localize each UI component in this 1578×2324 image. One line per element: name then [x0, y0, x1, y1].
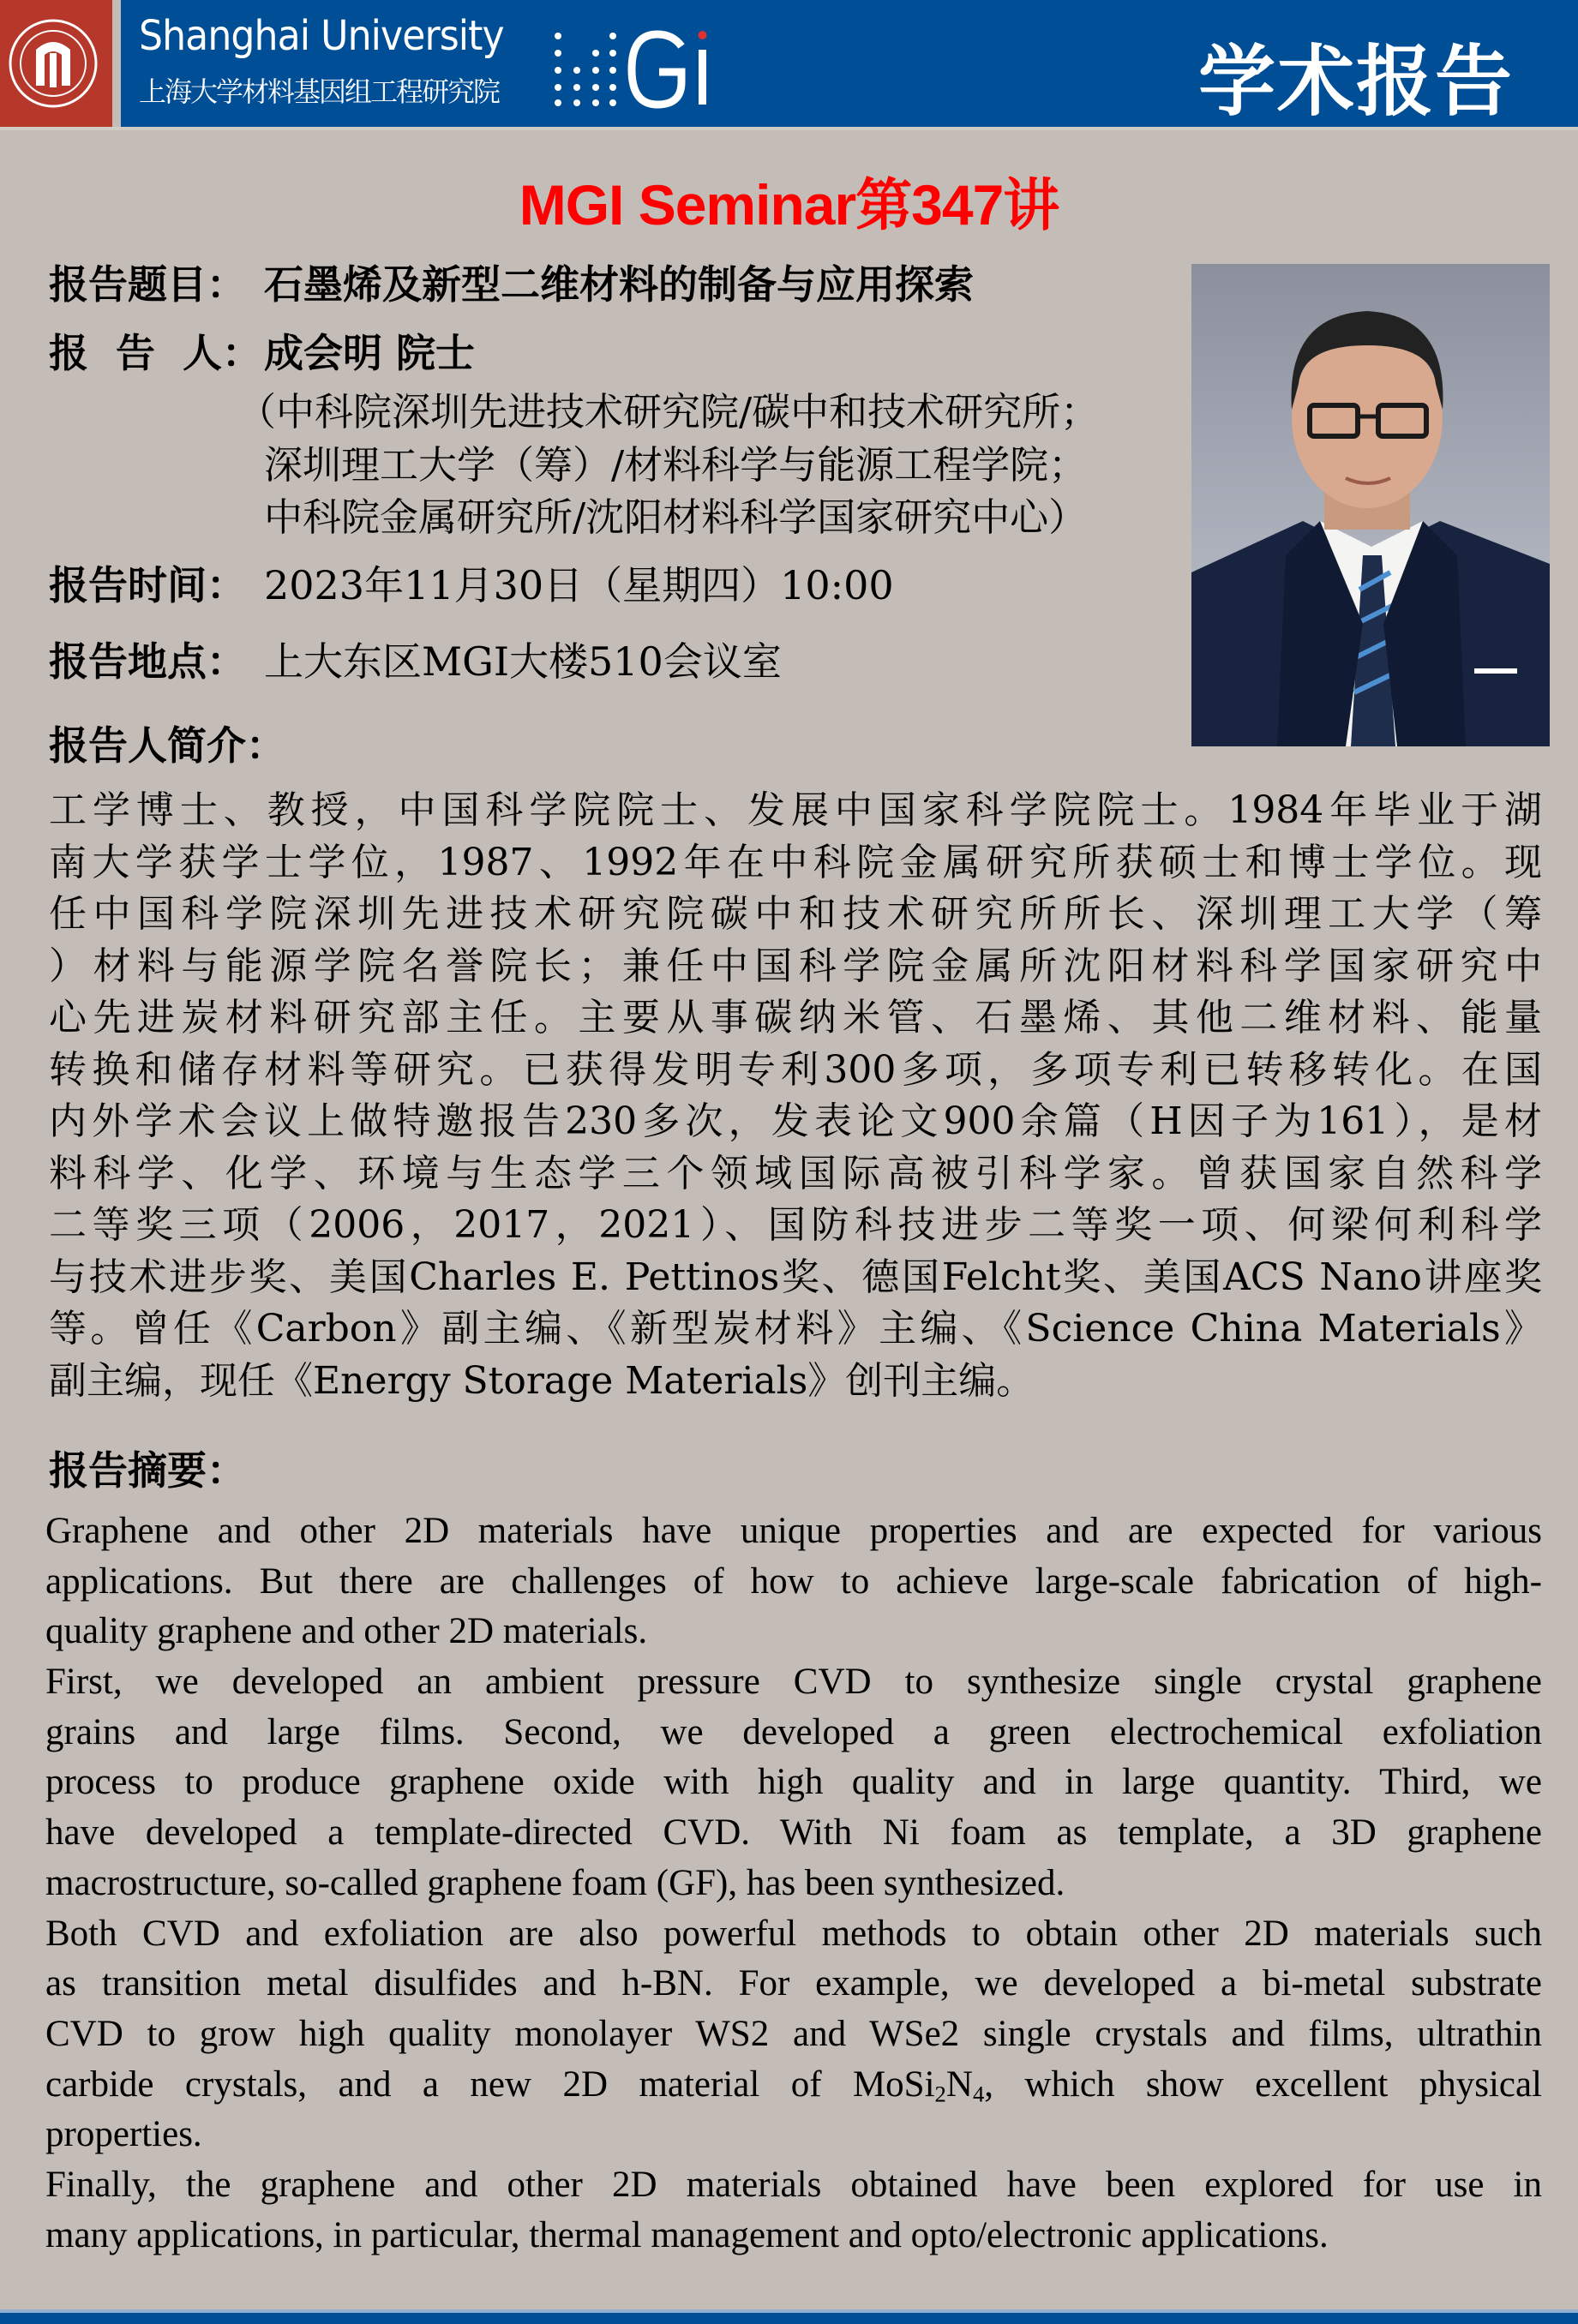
abstract-line: as transition metal disulfides and h-BN. For example, we developed a bi-metal substrate: [45, 1963, 1542, 2004]
bio-line: 转换和储存材料等研究。已获得发明专利300多项，多项专利已转移转化。在国: [49, 1047, 1542, 1092]
bio-line: 内外学术会议上做特邀报告230多次，发表论文900余篇（H因子为161），是材: [49, 1099, 1542, 1143]
topic-row: [49, 259, 974, 310]
bio-line: 工学博士、教授，中国科学院院士、发展中国家科学院院士。1984年毕业于湖: [49, 788, 1542, 832]
bio-line: 任中国科学院深圳先进技术研究院碳中和技术研究所所长、深圳理工大学（筹: [49, 892, 1542, 936]
footer-bar: [0, 2313, 1578, 2324]
bio-line: ）材料与能源学院名誉院长；兼任中国科学院金属所沈阳材料科学国家研究中: [49, 943, 1542, 988]
speaker-label: 报 告 人：: [49, 330, 262, 376]
topic-label: 报告题目：: [49, 261, 246, 308]
abstract-formula-line: [45, 2060, 1542, 2111]
bio-line: 与技术进步奖、美国Charles E. Pettinos奖、德国Felcht奖、美国ACS Nano讲座奖: [49, 1255, 1542, 1299]
formula-text-before: carbide crystals, and a new 2D material of MoSi: [45, 2063, 935, 2105]
university-name-cn: 上海大学材料基因组工程研究院: [139, 75, 500, 108]
formula-subscript: 2: [934, 2081, 946, 2107]
bio-line: 料科学、化学、环境与生态学三个领域国际高被引科学家。曾获国家自然科学: [49, 1151, 1542, 1195]
speaker-photo: [1191, 264, 1550, 746]
seminar-title: MGI Seminar第347讲: [519, 173, 1059, 237]
abstract-heading: 报告摘要：: [49, 1447, 246, 1494]
affiliation-line: 中科院金属研究所/沈阳材料科学国家研究中心）: [264, 494, 1088, 540]
abstract-line: First, we developed an ambient pressure CVD to synthesize single crystal graphene: [45, 1662, 1542, 1703]
abstract-line: properties.: [45, 2114, 202, 2155]
speaker-value: 成会明 院士: [264, 330, 476, 376]
formula-subscript: 4: [972, 2081, 985, 2107]
abstract-line: process to produce graphene oxide with high quality and in large quantity. Third, we: [45, 1762, 1542, 1803]
time-row: [49, 560, 894, 611]
abstract-line: quality graphene and other 2D materials.: [45, 1611, 648, 1652]
formula-text-after: , which show excellent physical: [984, 2063, 1543, 2105]
abstract-line: Both CVD and exfoliation are also powerful methods to obtain other 2D materials such: [45, 1913, 1542, 1954]
topic-value: 石墨烯及新型二维材料的制备与应用探索: [264, 261, 974, 308]
time-label: 报告时间：: [49, 562, 246, 608]
abstract-line: grains and large films. Second, we developed a green electrochemical exfoliation: [45, 1711, 1542, 1752]
speaker-row: [49, 327, 475, 379]
bio-heading: 报告人简介：: [49, 722, 285, 769]
venue-value: 上大东区MGI大楼510会议室: [264, 638, 782, 685]
time-value: 2023年11月30日（星期四）10:00: [264, 562, 894, 608]
venue-row: [49, 636, 782, 687]
speaker-portrait-image: [1191, 264, 1550, 746]
university-name-en: Shanghai University: [139, 12, 504, 60]
bio-line: 二等奖三项（2006，2017，2021）、国防科技进步二等奖一项、何梁何利科学: [49, 1203, 1542, 1247]
mgi-logo-icon: [553, 24, 733, 110]
bio-line: 副主编，现任《Energy Storage Materials》创刊主编。: [49, 1358, 1035, 1403]
abstract-line: Graphene and other 2D materials have unique properties and are expected for various: [45, 1511, 1542, 1551]
formula-text-mid: N: [945, 2063, 973, 2105]
abstract-line: macrostructure, so-called graphene foam (GF), has been synthesized.: [45, 1862, 1065, 1903]
venue-label: 报告地点：: [49, 638, 246, 685]
affiliation-line: （中科院深圳先进技术研究院/碳中和技术研究所；: [237, 389, 1100, 434]
bio-line: 等。曾任《Carbon》副主编、《新型炭材料》主编、《Science China Materials》: [49, 1307, 1542, 1351]
bio-line: 心先进炭材料研究部主任。主要从事碳纳米管、石墨烯、其他二维材料、能量: [49, 996, 1542, 1039]
abstract-line: Finally, the graphene and other 2D materials obtained have been explored for use in: [45, 2164, 1542, 2205]
affiliation-line: 深圳理工大学（筹）/材料科学与能源工程学院；: [264, 442, 1088, 488]
university-seal-icon: [0, 0, 112, 127]
report-type-heading: 学术报告: [1198, 37, 1514, 127]
abstract-line: have developed a template-directed CVD. With Ni foam as template, a 3D graphene: [45, 1812, 1542, 1854]
mgi-logo: [553, 24, 733, 113]
abstract-text: [45, 1506, 1542, 2261]
bio-line: 南大学获学士学位，1987、1992年在中科院金属研究所获硕士和博士学位。现: [49, 840, 1542, 884]
abstract-line: CVD to grow high quality monolayer WS2 and WSe2 single crystals and films, ultrathin: [45, 2013, 1542, 2054]
abstract-line: many applications, in particular, thermal management and opto/electronic applications.: [45, 2214, 1329, 2255]
abstract-line: applications. But there are challenges of how to achieve large-scale fabrication of high-: [45, 1560, 1542, 1602]
shanghai-university-logo: [0, 0, 112, 127]
bio-text: [49, 785, 1542, 1407]
